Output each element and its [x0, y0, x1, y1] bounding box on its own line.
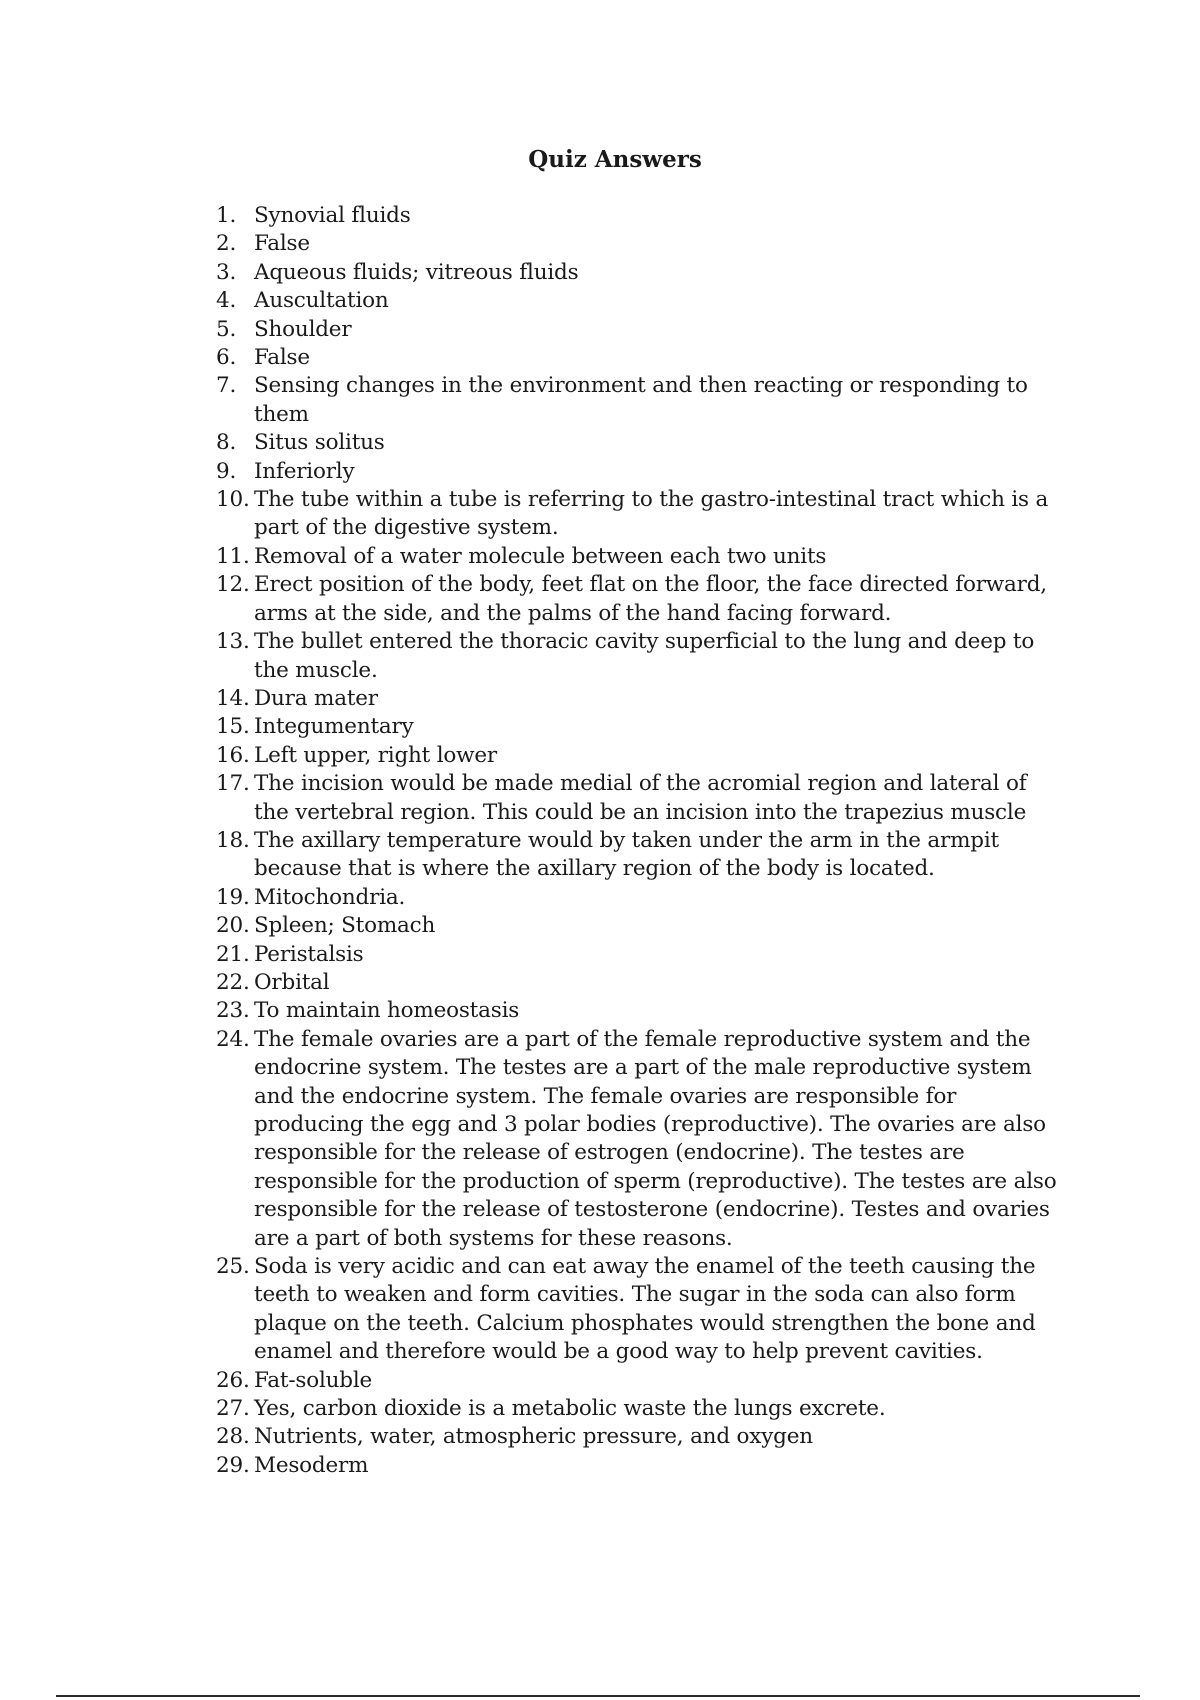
answer-number: 16. — [216, 742, 250, 768]
answer-item — [216, 912, 1066, 940]
answer-text: Aqueous fluids; vitreous fluids — [254, 259, 579, 285]
answer-text: Auscultation — [254, 288, 389, 314]
answer-text: Situs solitus — [254, 430, 385, 456]
answer-item — [216, 827, 1066, 884]
answer-number: 23. — [216, 998, 250, 1024]
answer-item — [216, 742, 1066, 770]
answer-text: Synovial fluids — [254, 203, 411, 228]
answer-text: Orbital — [254, 969, 330, 995]
answer-text: Dura mater — [254, 685, 378, 711]
answer-item — [216, 1395, 1066, 1423]
answer-item — [216, 458, 1066, 486]
answer-text: Spleen; Stomach — [254, 913, 436, 939]
answer-text: Mesoderm — [254, 1452, 369, 1478]
answer-number: 26. — [216, 1367, 250, 1393]
answer-item — [216, 997, 1066, 1025]
answer-item — [216, 571, 1066, 628]
answer-text: Removal of a water molecule between each two units — [254, 543, 827, 569]
answer-number: 7. — [216, 373, 237, 399]
answer-text: The axillary temperature would by taken under the arm in the armpit because that is where the axillary region of the body is located. — [254, 827, 999, 882]
answer-number: 29. — [216, 1452, 250, 1478]
answer-text: Erect position of the body, feet flat on the floor, the face directed forward, arms at the side, and the palms of the hand facing forward. — [254, 572, 1047, 626]
answer-number: 1. — [216, 203, 237, 228]
answer-item — [216, 1026, 1066, 1253]
page-title: Quiz Answers — [528, 146, 702, 173]
answer-number: 15. — [216, 714, 250, 740]
answer-text: Shoulder — [254, 316, 352, 342]
answer-number: 22. — [216, 969, 250, 995]
answer-text: Integumentary — [254, 714, 414, 740]
answer-item — [216, 1452, 1066, 1480]
answer-number: 11. — [216, 543, 250, 569]
answer-number: 28. — [216, 1424, 250, 1450]
answer-item — [216, 1367, 1066, 1395]
answer-text: False — [254, 345, 310, 371]
answer-number: 21. — [216, 941, 250, 967]
answer-text: Nutrients, water, atmospheric pressure, and oxygen — [254, 1424, 813, 1450]
answer-item — [216, 202, 1066, 230]
answer-item — [216, 770, 1066, 827]
answer-item — [216, 230, 1066, 258]
answer-item — [216, 429, 1066, 457]
answer-item — [216, 628, 1066, 685]
answer-number: 19. — [216, 884, 250, 910]
answer-text: Peristalsis — [254, 941, 364, 967]
answer-number: 27. — [216, 1396, 250, 1422]
answer-number: 3. — [216, 259, 237, 285]
answer-text: The bullet entered the thoracic cavity superficial to the lung and deep to the muscle. — [254, 629, 1035, 683]
answer-text: The incision would be made medial of the acromial region and lateral of the vertebral region. This could be an incision into the trapezius muscle — [254, 771, 1027, 825]
answer-number: 13. — [216, 629, 250, 655]
answer-number: 18. — [216, 827, 250, 853]
answer-item — [216, 1253, 1066, 1367]
answer-number: 2. — [216, 231, 237, 257]
answer-number: 25. — [216, 1254, 250, 1280]
answer-item — [216, 372, 1066, 429]
answer-number: 20. — [216, 913, 250, 939]
bottom-divider — [56, 1695, 1140, 1697]
answer-list — [216, 202, 1066, 1480]
answer-number: 6. — [216, 345, 237, 371]
answer-text: Fat-soluble — [254, 1367, 373, 1393]
answer-number: 9. — [216, 458, 237, 484]
answer-number: 4. — [216, 288, 237, 314]
answer-text: False — [254, 231, 310, 257]
answer-text: The tube within a tube is referring to the gastro-intestinal tract which is a part of the digestive system. — [254, 487, 1049, 541]
answer-number: 8. — [216, 430, 237, 456]
answer-text: Soda is very acidic and can eat away the enamel of the teeth causing the teeth to weaken and form cavities. The sugar in the soda can also form plaque on the teeth. Calcium phosphates would strengthen the bone and enamel and therefore would be a good way to help prevent cavities. — [254, 1254, 1036, 1365]
answer-number: 12. — [216, 572, 250, 598]
answer-number: 24. — [216, 1026, 250, 1052]
answer-text: To maintain homeostasis — [254, 998, 520, 1024]
answer-item — [216, 287, 1066, 315]
answer-item — [216, 685, 1066, 713]
answer-number: 17. — [216, 771, 250, 797]
answer-item — [216, 884, 1066, 912]
answer-number: 10. — [216, 487, 250, 513]
answer-item — [216, 969, 1066, 997]
answer-item — [216, 344, 1066, 372]
answer-item — [216, 543, 1066, 571]
answer-item — [216, 259, 1066, 287]
answer-text: Yes, carbon dioxide is a metabolic waste the lungs excrete. — [254, 1396, 886, 1422]
answer-number: 14. — [216, 685, 250, 711]
answer-text: Mitochondria. — [254, 884, 406, 910]
answer-number: 5. — [216, 316, 237, 342]
answer-item — [216, 941, 1066, 969]
answer-text: Left upper, right lower — [254, 742, 497, 768]
answer-item — [216, 1423, 1066, 1451]
answer-item — [216, 486, 1066, 543]
answer-item — [216, 713, 1066, 741]
answer-text: Sensing changes in the environment and then reacting or responding to them — [254, 373, 1028, 427]
answer-text: The female ovaries are a part of the female reproductive system and the endocrine system. The testes are a part of the male reproductive system and the endocrine system. The female ovaries are responsible for producing the egg and 3 polar bodies (reproductive). The ovaries are also responsible for the release of estrogen (endocrine). The testes are responsible for the production of sperm (reproductive). The testes are also responsible for the release of testosterone (endocrine). Testes and ovaries are a part of both systems for these reasons. — [254, 1026, 1057, 1251]
answer-item — [216, 316, 1066, 344]
answer-text: Inferiorly — [254, 458, 355, 484]
